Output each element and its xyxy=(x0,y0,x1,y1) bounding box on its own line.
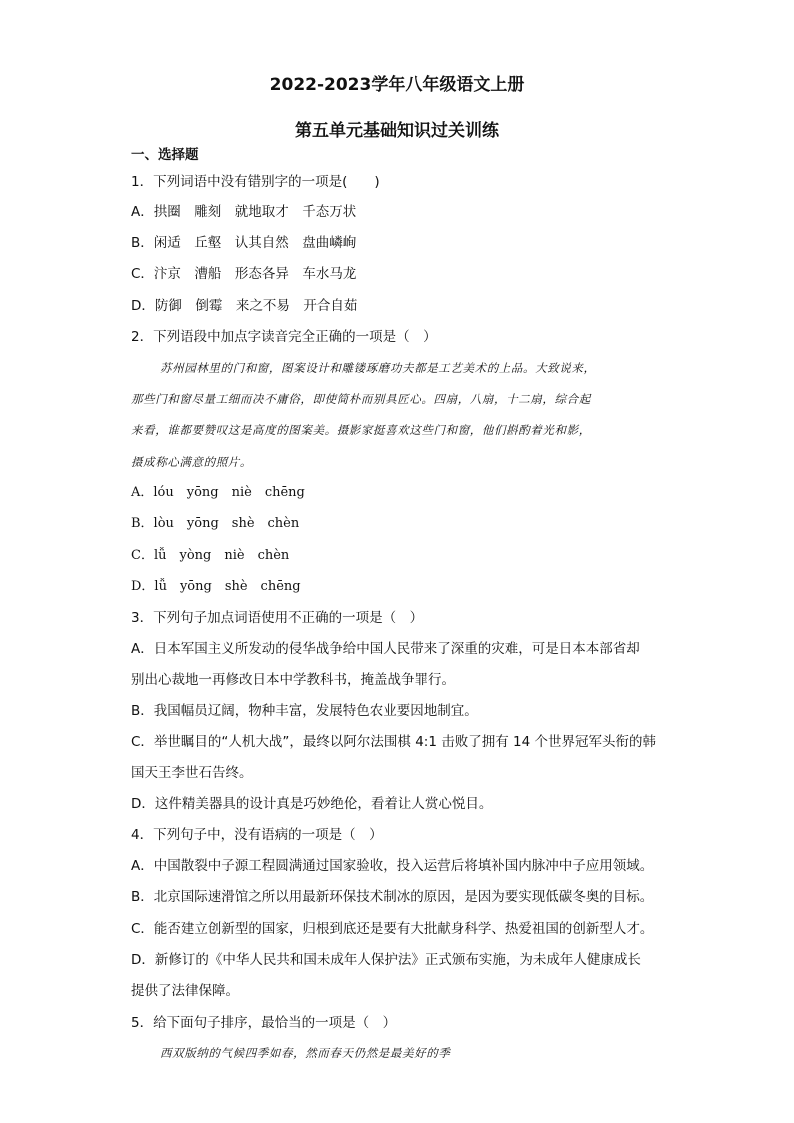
q2-option-c: C．lǚ yòng niè chèn xyxy=(131,548,290,563)
q2-option-b: B．lòu yōng shè chèn xyxy=(131,516,300,531)
q4-option-a: A．中国散裂中子源工程圆满通过国家验收，投入运营后将填补国内脉冲中子应用领域。 xyxy=(131,858,654,874)
q1-option-d: D．防御 倒霉 来之不易 开合自茹 xyxy=(131,298,358,314)
q2-option-a: A．lóu yōng niè chēng xyxy=(131,485,305,500)
q2-passage-line: 来看，谁都要赞叹这是高度的图案美。摄影家挺喜欢这些门和窗，他们斟酌着光和影， xyxy=(131,423,591,437)
q2-passage-line: 摄成称心满意的照片。 xyxy=(131,455,252,469)
q3-option-a-cont: 别出心裁地一再修改日本中学教科书，掩盖战争罪行。 xyxy=(131,672,455,688)
q5-stem: 5．给下面句子排序，最恰当的一项是（ ） xyxy=(131,1015,397,1031)
q3-option-c-cont: 国天王李世石告终。 xyxy=(131,765,253,781)
q4-option-c: C．能否建立创新型的国家，归根到底还是要有大批献身科学、热爱祖国的创新型人才。 xyxy=(131,921,654,937)
q1-option-a: A．拱圈 雕刻 就地取才 千态万状 xyxy=(131,204,357,220)
q2-option-d: D．lǚ yōng shè chēng xyxy=(131,579,301,594)
q3-option-c: C．举世瞩目的“人机大战”，最终以阿尔法围棋 4:1 击败了拥有 14 个世界冠军头衔的韩 xyxy=(131,734,656,750)
q3-option-d: D．这件精美器具的设计真是巧妙绝伦，看着让人赏心悦目。 xyxy=(131,796,493,812)
q1-stem: 1．下列词语中没有错别字的一项是( ) xyxy=(131,174,380,190)
q3-option-b: B．我国幅员辽阔，物种丰富，发展特色农业要因地制宜。 xyxy=(131,703,478,719)
q2-passage-line: 那些门和窗尽量工细而决不庸俗，即使简朴而别具匠心。四扇，八扇，十二扇，综合起 xyxy=(131,392,591,406)
section-heading: 一、选择题 xyxy=(131,147,199,163)
q2-passage-line: 苏州园林里的门和窗，图案设计和雕镂琢磨功夫都是工艺美术的上品。大致说来， xyxy=(160,361,596,375)
q4-option-d: D．新修订的《中华人民共和国未成年人保护法》正式颁布实施，为未成年人健康成长 xyxy=(131,952,641,968)
q1-option-c: C．汴京 漕船 形态各异 车水马龙 xyxy=(131,266,357,282)
q4-option-b: B．北京国际速滑馆之所以用最新环保技术制冰的原因，是因为要实现低碳冬奥的目标。 xyxy=(131,889,654,905)
q4-option-d-cont: 提供了法律保障。 xyxy=(131,983,239,999)
q3-stem: 3．下列句子加点词语使用不正确的一项是（ ） xyxy=(131,610,424,626)
doc-subtitle: 第五单元基础知识过关训练 xyxy=(295,121,499,141)
q3-option-a: A．日本军国主义所发动的侵华战争给中国人民带来了深重的灾难，可是日本本部省却 xyxy=(131,641,640,657)
doc-title: 2022-2023学年八年级语文上册 xyxy=(269,75,525,95)
q5-passage-line: 西双版纳的气候四季如春，然而春天仍然是最美好的季 xyxy=(160,1046,451,1060)
q4-stem: 4．下列句子中，没有语病的一项是（ ） xyxy=(131,827,383,843)
q1-option-b: B．闲适 丘壑 认其自然 盘曲嶙峋 xyxy=(131,235,357,251)
q2-stem: 2．下列语段中加点字读音完全正确的一项是（ ） xyxy=(131,329,437,345)
